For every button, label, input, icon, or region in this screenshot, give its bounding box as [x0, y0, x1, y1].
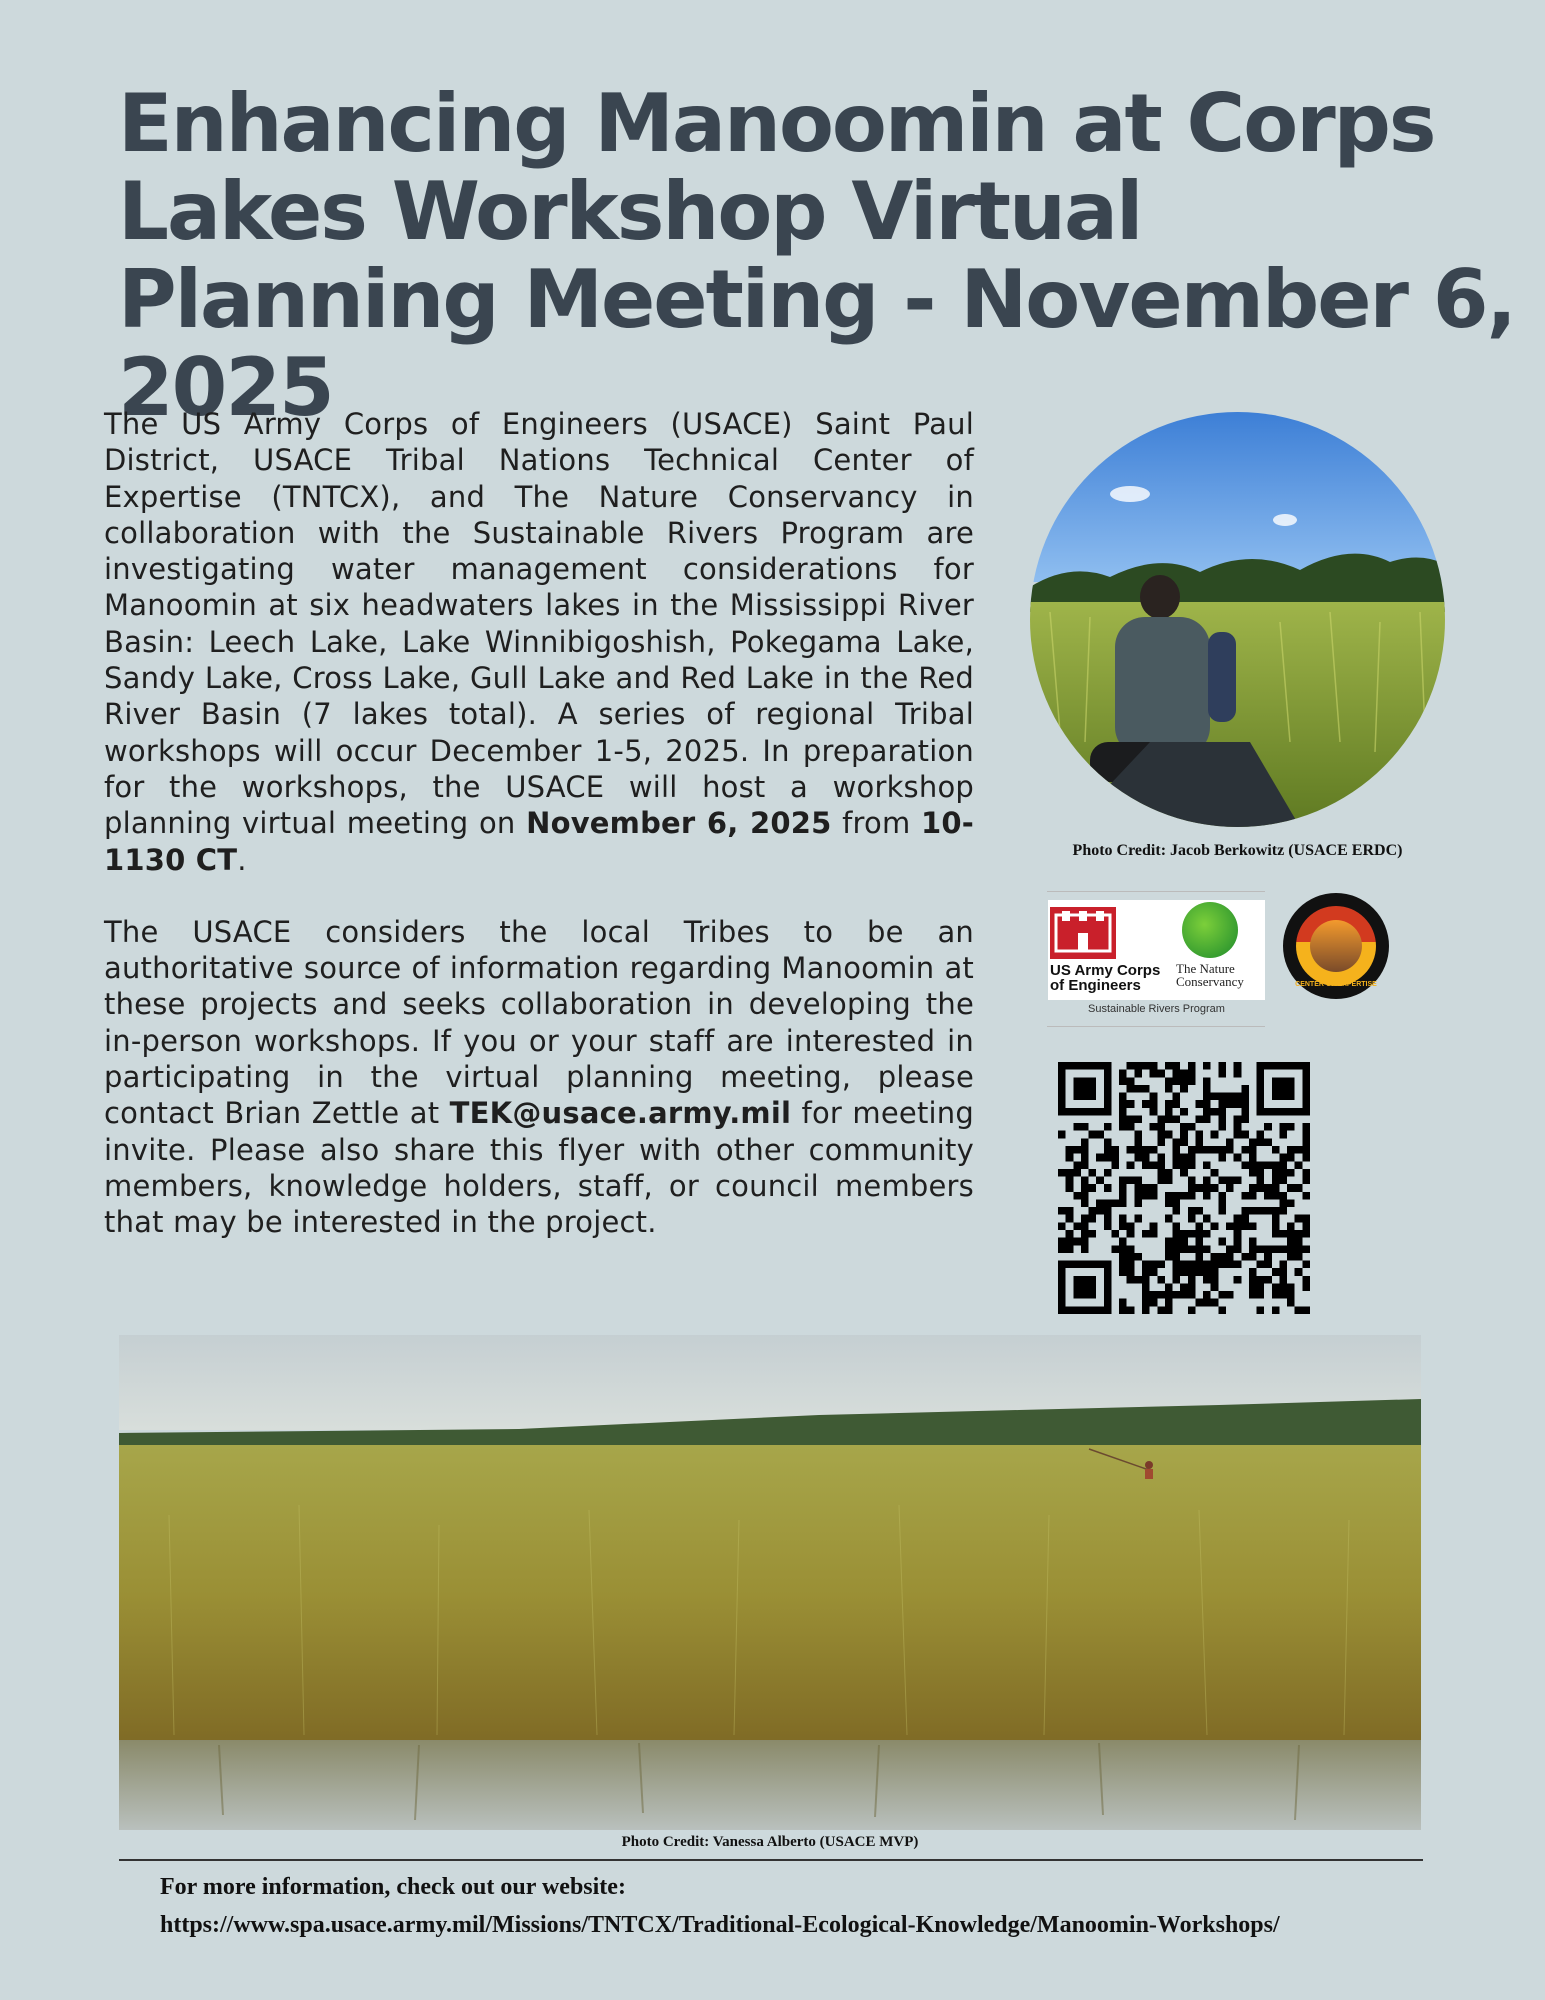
badge-text: CENTER OF EXPERTISE — [1295, 981, 1377, 988]
meeting-date: November 6, 2025 — [526, 806, 832, 841]
paragraph-1-end: . — [237, 842, 247, 877]
paragraph-1-text: The US Army Corps of Engineers (USACE) Saint Paul District, USACE Tribal Nations Technical Center of Expertise (TNTCX), and The Nature Conservancy in collaboration with the Sustainable Rivers Program are investigating water management considerations for Manoomin at six headwaters lakes in the Mississippi River Basin: Leech Lake, Lake Winnibigoshish, Pokegama Lake, Sandy Lake, Cross Lake, Gull Lake and Red Lake in the Red River Basin (7 lakes total). A series of regional Tribal workshops will occur December 1-5, 2025. In preparation for the workshops, the USACE will host a workshop planning virtual meeting on — [104, 407, 974, 841]
contact-email[interactable]: TEK@usace.army.mil — [449, 1096, 792, 1131]
paragraph-2-text-end: for meeting invite. Please also share this flyer with other community members, knowledge holders, staff, or council members that may be interested in the project. — [104, 1096, 974, 1240]
footer — [160, 1868, 1410, 1944]
qr-code[interactable] — [1058, 1062, 1310, 1314]
paragraph-2 — [104, 914, 974, 1241]
meeting-time: 10-1130 CT — [104, 806, 975, 877]
tnc-globe-icon — [1182, 902, 1238, 958]
tntcx-badge-icon — [1283, 893, 1389, 999]
photo-credit-top: Photo Credit: Jacob Berkowitz (USACE ERDC) — [1072, 842, 1403, 859]
srp-text: Sustainable Rivers Program — [1088, 1003, 1225, 1015]
body-text — [104, 406, 974, 1277]
divider — [119, 1859, 1423, 1861]
canoe-photo — [1030, 412, 1445, 827]
wild-rice-field-photo — [119, 1335, 1421, 1830]
usace-line-1: US Army Corps — [1050, 962, 1161, 979]
page-title: Enhancing Manoomin at Corps Lakes Workshop Virtual Planning Meeting - November 6, 2025 — [118, 77, 1515, 434]
footer-label: For more information, check out our website: — [160, 1874, 626, 1900]
tnc-logo-text — [1176, 962, 1244, 988]
usace-line-2: of Engineers — [1050, 977, 1141, 994]
badge-mountain — [1310, 920, 1362, 972]
tnc-line-1: The Nature — [1176, 961, 1235, 976]
paragraph-1 — [104, 406, 974, 878]
website-link[interactable]: https://www.spa.usace.army.mil/Missions/TNTCX/Traditional-Ecological-Knowledge/Manoomin-Workshops/ — [160, 1912, 1280, 1938]
paragraph-1-from: from — [831, 806, 922, 841]
usace-castle-icon — [1050, 907, 1116, 959]
paragraph-2-text: The USACE considers the local Tribes to be an authoritative source of information regarding Manoomin at these projects and seeks collaboration in developing the in-person workshops. If you or your staff are interested in participating in the virtual planning meeting, please contact Brian Zettle at — [104, 914, 974, 1131]
photo-credit-bottom: Photo Credit: Vanessa Alberto (USACE MVP) — [621, 1834, 919, 1850]
usace-logo-text — [1050, 963, 1160, 993]
tnc-line-2: Conservancy — [1176, 974, 1244, 989]
